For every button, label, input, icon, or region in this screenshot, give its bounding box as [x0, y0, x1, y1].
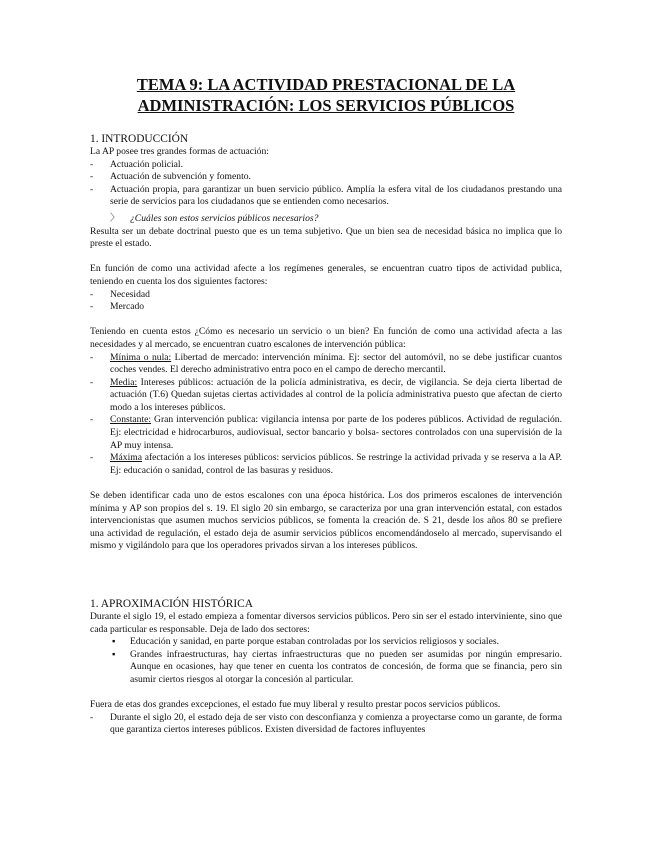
paragraph: Se deben identificar cada uno de estos escalones con una época histórica. Los dos primeros escalones de intervención mínima y AP son propios del s. 19. El siglo 20 sin embargo, se caracteriza por una gran intervención estatal, con estados intervencionistas que asumen muchos servicios públicos, se fomenta la creación de. S 21, desde los años 80 se prefiere una actividad de regulación, el estado deja de asumir servicios públicos encomendándoselo al mercado, supervisando el mismo y vigilándolo para que los operadores privados sirvan a los intereses públicos.	[90, 490, 562, 552]
list-item: - Media: Intereses públicos: actuación de la policía administrativa, es decir, de vigilancia. Se deja cierta libertad de actuación (T.6) Quedan sujetas ciertas actividades al control de la policía administrativa puesto que afectan de cierto modo a los intereses públicos.	[90, 376, 562, 413]
paragraph: Durante el siglo 19, el estado empieza a fomentar diversos servicios públicos. Pero sin ser el estado interviniente, sino que cada particular es responsable. Deja de lado dos sectores:	[90, 611, 562, 635]
list-item: - Máxima afectación a los intereses públicos: servicios públicos. Se restringe la actividad privada y se reserva a la AP. Ej: educación o sanidad, control de las basuras y residuos.	[90, 452, 562, 476]
question-line: 〉 ¿Cuáles son estos servicios públicos necesarios?	[110, 212, 319, 224]
forms-list	[90, 159, 562, 209]
list-item: - Mínima o nula: Libertad de mercado: intervención mínima. Ej: sector del automóvil, no se debe justificar cuantos coches vendes. El derecho administrativo entra poco en el campo de derecho mercantil.	[90, 351, 563, 376]
document-page	[90, 74, 562, 737]
paragraph: Fuera de etas dos grandes excepciones, el estado fue muy liberal y resulto prestar pocos servicios públicos.	[90, 699, 501, 711]
section-heading-aproximacion-historica: 1. APROXIMACIÓN HISTÓRICA	[90, 598, 253, 610]
list-item: - Actuación propia, para garantizar un buen servicio público. Amplía la esfera vital de los ciudadanos prestando una serie de servicios para los ciudadanos que se entienden como necesarios.	[90, 183, 562, 208]
paragraph: En función de como una actividad afecte a los regímenes generales, se encuentran cuatro tipos de actividad publica, teniendo en cuenta los dos siguientes factores:	[90, 263, 562, 287]
section-heading-introduccion: 1. INTRODUCCIÓN	[90, 133, 189, 145]
list-item: ▪ Grandes infraestructuras, hay ciertas infraestructuras que no pueden ser asumidas por ningún empresario. Aunque en ocasiones, hay que tener en cuenta los contratos de concesión, de forma que se financia, pero sin asumir ciertos riesgos al otorgar la concesión al particular.	[112, 648, 562, 685]
list-item: - Necesidad	[90, 288, 150, 300]
paragraph: La AP posee tres grandes formas de actuación:	[90, 146, 269, 157]
paragraph: Teniendo en cuenta estos ¿Cómo es necesario un servicio o un bien? En función de como una actividad afecta a las necesidades y al mercado, se encuentran cuatro escalones de intervención pública:	[90, 326, 562, 350]
bullet-icon: ▪	[112, 636, 116, 648]
levels-list	[90, 352, 562, 478]
list-item: - Durante el siglo 20, el estado deja de ser visto con desconfianza y comienza a proyectarse como un garante, de forma que garantiza ciertos intereses públicos. Existen diversidad de factores influyentes	[90, 711, 562, 736]
list-item: - Constante: Gran intervención publica: vigilancia intensa por parte de los poderes públicos. Actividad de regulación. Ej: electricidad e hidrocarburos, audiovisual, sector bancario y bolsa- sectores controlados con una supervisión de la AP muy intensa.	[90, 414, 562, 451]
list-item: - Actuación de subvención y fomento.	[90, 171, 251, 183]
history-list	[90, 712, 562, 737]
list-item: - Mercado	[90, 301, 145, 313]
factors-list	[90, 289, 562, 314]
list-item: ▪ Educación y sanidad, en parte porque estaban controladas por los servicios religiosos y sociales.	[112, 636, 499, 648]
paragraph: Resulta ser un debate doctrinal puesto que es un tema subjetivo. Que un bien sea de necesidad básica no implica que lo preste el estado.	[90, 225, 562, 250]
title-line-2: ADMINISTRACIÓN: LOS SERVICIOS PÚBLICOS	[137, 96, 515, 115]
page-title	[90, 74, 562, 116]
sectors-list	[90, 636, 562, 686]
title-line-1: TEMA 9: LA ACTIVIDAD PRESTACIONAL DE LA	[136, 75, 516, 94]
list-item: - Actuación policial.	[90, 158, 183, 170]
bullet-icon: ▪	[112, 648, 116, 660]
arrow-icon: 〉	[110, 212, 120, 224]
